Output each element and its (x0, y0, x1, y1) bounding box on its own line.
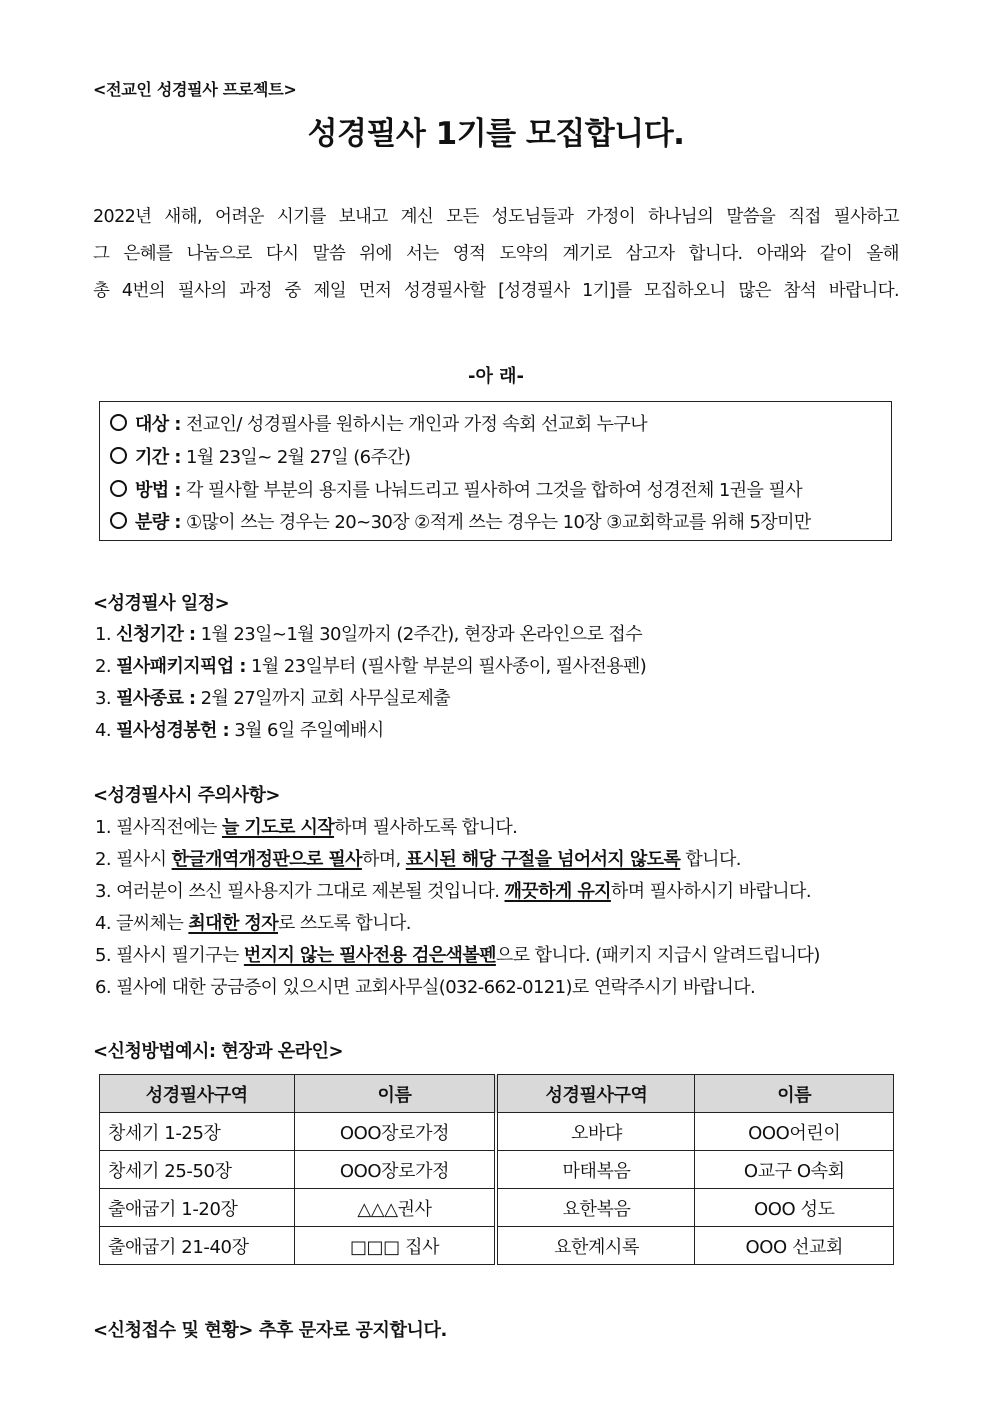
table-cell: △△△권사 (294, 1189, 496, 1227)
table-cell: OOO장로가정 (294, 1151, 496, 1189)
item-label: 필사종료 : (116, 688, 196, 709)
intro-line: 그 은혜를 나눔으로 다시 말씀 위에 서는 영적 도약의 계기로 삼고자 합니다. 아래와 같이 올해 (93, 244, 899, 264)
item-text: 으로 합니다. (패키지 지급시 알려드립니다) (495, 945, 820, 966)
notice-text: 전교인/ 성경필사를 원하시는 개인과 가정 속회 선교회 누구나 (180, 414, 647, 435)
notice-box (99, 401, 892, 541)
table-cell: 마태복음 (496, 1151, 695, 1189)
item-number: 3. (95, 688, 111, 709)
caution-item (95, 909, 411, 935)
intro-paragraph (93, 199, 899, 310)
item-text: 필사시 (110, 849, 172, 870)
item-text: 필사시 필기구는 (110, 945, 244, 966)
table-cell: OOO 성도 (695, 1189, 894, 1227)
notice-row-method (108, 476, 802, 502)
column-header: 이름 (294, 1075, 496, 1113)
emphasis-text: 번지지 않는 필사전용 검은색볼펜 (243, 945, 496, 966)
circle-bullet-icon (110, 414, 127, 431)
table-cell: O교구 O속회 (695, 1151, 894, 1189)
footer-notice: <신청접수 및 현황> 추후 문자로 공지합니다. (93, 1320, 447, 1341)
item-text: 로 쓰도록 합니다. (278, 913, 411, 934)
notice-row-period (108, 443, 410, 469)
item-text: 글씨체는 (110, 913, 189, 934)
emphasis-text: 한글개역개정판으로 필사 (171, 849, 362, 870)
schedule-item (95, 684, 450, 710)
table-cell: 오바댜 (496, 1113, 695, 1151)
item-text: 하며 필사하도록 합니다. (334, 817, 518, 838)
notice-text: ①많이 쓰는 경우는 20~30장 ②적게 쓰는 경우는 10장 ③교회학교를 위해 5장미만 (180, 512, 811, 533)
emphasis-text: 표시된 해당 구절을 넘어서지 않도록 (405, 849, 681, 870)
project-label: <전교인 성경필사 프로젝트> (93, 80, 297, 99)
schedule-item (95, 620, 642, 646)
item-text: 합니다. (680, 849, 741, 870)
table-cell: OOO장로가정 (294, 1113, 496, 1151)
circle-bullet-icon (110, 512, 127, 529)
emphasis-text: 늘 기도로 시작 (221, 817, 335, 838)
column-header: 성경필사구역 (100, 1075, 295, 1113)
notice-label: 대상 : (135, 414, 181, 435)
item-text: 여러분이 쓰신 필사용지가 그대로 제본될 것입니다. (110, 881, 505, 902)
intro-line: 2022년 새해, 어려운 시기를 보내고 계신 모든 성도님들과 가정이 하나님의 말씀을 직접 필사하고 (93, 207, 899, 227)
schedule-heading: <성경필사 일정> (93, 593, 230, 614)
item-number: 2. (95, 849, 111, 870)
item-number: 4. (95, 720, 111, 741)
notice-row-target (108, 410, 647, 436)
item-label: 필사성경봉헌 : (116, 720, 230, 741)
caution-item (95, 941, 820, 967)
item-number: 1. (95, 817, 111, 838)
item-number: 4. (95, 913, 111, 934)
caution-item (95, 973, 755, 999)
schedule-item (95, 716, 384, 742)
notice-label: 방법 : (135, 480, 181, 501)
table-cell: 창세기 1-25장 (100, 1113, 295, 1151)
table-cell: □□□ 집사 (294, 1227, 496, 1265)
item-number: 5. (95, 945, 111, 966)
intro-line: 총 4번의 필사의 과정 중 제일 먼저 성경필사할 [성경필사 1기]를 모집하오니 많은 참석 바랍니다. (93, 281, 899, 301)
caution-item (95, 877, 811, 903)
item-label: 필사패키지픽업 : (116, 656, 246, 677)
table-row (100, 1113, 894, 1151)
circle-bullet-icon (110, 480, 127, 497)
item-number: 3. (95, 881, 111, 902)
table-row (100, 1151, 894, 1189)
item-number: 6. (95, 977, 111, 998)
item-text: 1월 23일부터 (필사할 부분의 필사종이, 필사전용펜) (245, 656, 647, 677)
item-text: 필사직전에는 (110, 817, 222, 838)
item-number: 1. (95, 624, 111, 645)
column-header: 이름 (695, 1075, 894, 1113)
table-cell: 출애굽기 21-40장 (100, 1227, 295, 1265)
column-header: 성경필사구역 (496, 1075, 695, 1113)
item-text: 1월 23일~1월 30일까지 (2주간), 현장과 온라인으로 접수 (195, 624, 642, 645)
caution-item (95, 813, 517, 839)
table-row (100, 1227, 894, 1265)
table-cell: 요한복음 (496, 1189, 695, 1227)
table-cell: OOO 선교회 (695, 1227, 894, 1265)
item-text: 하며, (361, 849, 406, 870)
notice-label: 기간 : (135, 447, 181, 468)
emphasis-text: 최대한 정자 (188, 913, 278, 934)
cautions-heading: <성경필사시 주의사항> (93, 785, 280, 806)
notice-text: 1월 23일~ 2월 27일 (6주간) (180, 447, 411, 468)
item-text: 3월 6일 주일예배시 (229, 720, 384, 741)
table-cell: 요한계시록 (496, 1227, 695, 1265)
notice-heading: -아 래- (468, 366, 524, 387)
circle-bullet-icon (110, 447, 127, 464)
table-cell: 출애굽기 1-20장 (100, 1189, 295, 1227)
item-text: 2월 27일까지 교회 사무실로제출 (195, 688, 451, 709)
schedule-item (95, 652, 646, 678)
notice-row-amount (108, 508, 811, 534)
notice-label: 분량 : (135, 512, 181, 533)
item-text: 필사에 대한 궁금증이 있으시면 교회사무실(032-662-0121)로 연락주시기 바랍니다. (110, 977, 756, 998)
table-cell: OOO어린이 (695, 1113, 894, 1151)
table-cell: 창세기 25-50장 (100, 1151, 295, 1189)
notice-text: 각 필사할 부분의 용지를 나눠드리고 필사하여 그것을 합하여 성경전체 1권을 필사 (180, 480, 803, 501)
item-number: 2. (95, 656, 111, 677)
table-header-row (100, 1075, 894, 1113)
application-heading: <신청방법예시: 현장과 온라인> (93, 1041, 344, 1062)
caution-item (95, 845, 741, 871)
page-title: 성경필사 1기를 모집합니다. (307, 116, 685, 152)
emphasis-text: 깨끗하게 유지 (504, 881, 611, 902)
item-text: 하며 필사하시기 바랍니다. (610, 881, 811, 902)
table-row (100, 1189, 894, 1227)
item-label: 신청기간 : (116, 624, 196, 645)
application-table (99, 1074, 894, 1265)
